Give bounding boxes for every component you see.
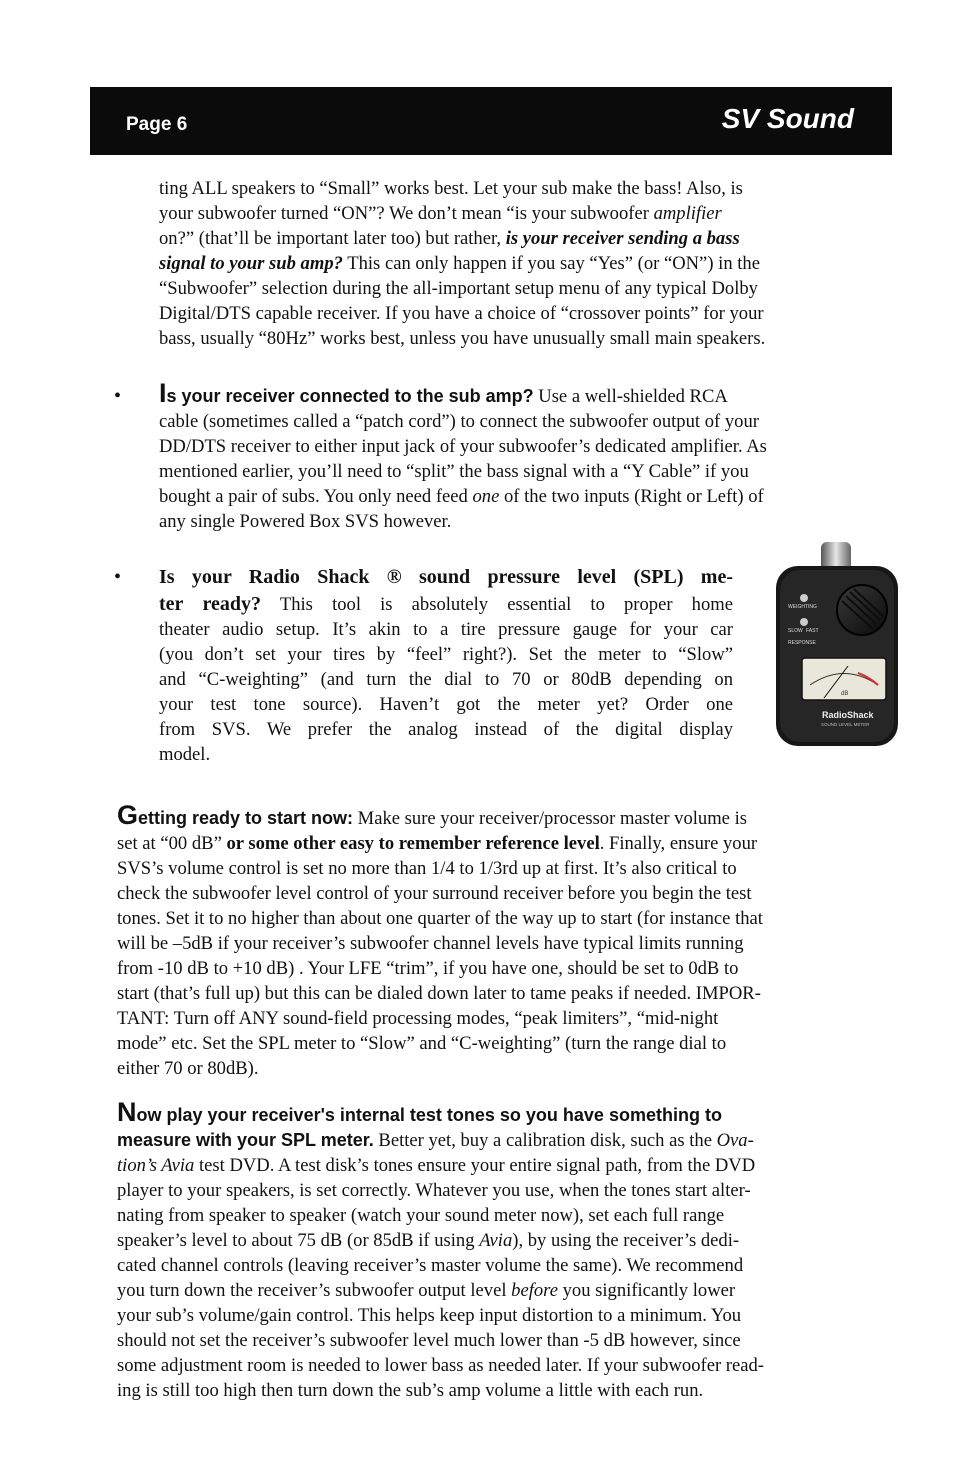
text-line: any single Powered Box SVS however.: [159, 511, 452, 532]
text-line: you turn down the receiver’s subwoofer output level before you significantly lower: [117, 1280, 736, 1301]
text-line: TANT: Turn off ANY sound-field processing modes, “peak limiters”, “mid-night: [117, 1008, 719, 1029]
text-line: ter ready? This tool is absolutely essential to proper home: [159, 593, 733, 615]
text-line: SVS’s volume control is set no more than 1/4 to 1/3rd up at first. It’s also critical to: [117, 858, 737, 879]
text-line: DD/DTS receiver to either input jack of your subwoofer’s dedicated amplifier. As: [159, 436, 767, 457]
text-line: Getting ready to start now: Make sure your receiver/processor master volume is: [117, 800, 747, 830]
text-line: should not set the receiver’s subwoofer level much lower than -5 dB however, since: [117, 1330, 741, 1351]
text-line: from -10 dB to +10 dB) . Your LFE “trim”, if you have one, should be set to 0dB to: [117, 958, 739, 979]
meter-model: SOUND LEVEL METER: [821, 722, 870, 727]
text-line: model.: [159, 744, 211, 765]
text-line: “Subwoofer” selection during the all-important setup menu of any typical Dolby: [159, 278, 758, 299]
dial-label: RESPONSE: [788, 640, 816, 646]
text-line: your subwoofer turned “ON”? We don’t mean “is your subwoofer amplifier: [159, 203, 722, 224]
text-line: bought a pair of subs. You only need feed one of the two inputs (Right or Left) of: [159, 486, 764, 507]
text-line: Is your receiver connected to the sub amp? Use a well-shielded RCA: [159, 378, 728, 408]
text-line: signal to your sub amp? This can only happen if you say “Yes” (or “ON”) in the: [159, 253, 760, 274]
text-line: either 70 or 80dB).: [117, 1058, 259, 1079]
text-line: set at “00 dB” or some other easy to remember reference level. Finally, ensure your: [117, 833, 758, 854]
text-line: check the subwoofer level control of your surround receiver before you begin the test: [117, 883, 752, 904]
meter-scale-unit: dB: [841, 691, 849, 697]
text-line: (you don’t set your tires by “feel” right?). Set the meter to “Slow”: [159, 644, 733, 665]
text-line: start (that’s full up) but this can be dialed down later to tame peaks if needed. IMPOR-: [117, 983, 761, 1004]
text-line: cated channel controls (leaving receiver’s master volume the same). We recommend: [117, 1255, 744, 1276]
meter-brand: RadioShack: [822, 710, 874, 720]
text-line: tion’s Avia test DVD. A test disk’s tones ensure your entire signal path, from the DVD: [117, 1155, 756, 1176]
text-line: ing is still too high then turn down the sub’s amp volume a little with each run.: [117, 1380, 704, 1401]
text-line: mode” etc. Set the SPL meter to “Slow” and “C-weighting” (turn the range dial to: [117, 1033, 727, 1054]
text-line: player to your speakers, is set correctly. Whatever you use, when the tones start alter-: [117, 1180, 751, 1201]
text-line: ting ALL speakers to “Small” works best. Let your sub make the bass! Also, is: [159, 178, 743, 199]
bullet-symbol: •: [114, 385, 122, 407]
dial-label: WEIGHTING: [788, 604, 817, 610]
text-line: your test tone source). Haven’t got the meter yet? Order one: [159, 694, 733, 715]
dial-label: SLOW: [788, 628, 803, 634]
text-line: cable (sometimes called a “patch cord”) to connect the subwoofer output of your: [159, 411, 759, 432]
text-line: measure with your SPL meter. Better yet, buy a calibration disk, such as the Ova-: [117, 1130, 754, 1151]
text-line: your sub’s volume/gain control. This helps keep input distortion to a minimum. You: [117, 1305, 742, 1326]
bullet-symbol: •: [114, 566, 122, 588]
page-header: [90, 87, 892, 155]
text-line: speaker’s level to about 75 dB (or 85dB if using Avia), by using the receiver’s dedi-: [117, 1230, 740, 1251]
text-line: from SVS. We prefer the analog instead of the digital display: [159, 719, 733, 740]
dial-label: FAST: [806, 628, 819, 634]
text-line: Digital/DTS capable receiver. If you have a choice of “crossover points” for your: [159, 303, 764, 324]
spl-meter-image: [766, 540, 904, 750]
text-line: bass, usually “80Hz” works best, unless you have unusually small main speakers.: [159, 328, 766, 349]
text-line: some adjustment room is needed to lower bass as needed later. If your subwoofer read-: [117, 1355, 764, 1376]
text-line: mentioned earlier, you’ll need to “split” the bass signal with a “Y Cable” if you: [159, 461, 749, 482]
page-number: Page 6: [126, 114, 188, 135]
text-line: on?” (that’ll be important later too) but rather, is your receiver sending a bass: [159, 228, 740, 249]
text-line: Now play your receiver's internal test tones so you have something to: [117, 1097, 722, 1127]
text-line: tones. Set it to no higher than about one quarter of the way up to start (for instance that: [117, 908, 763, 929]
text-line: theater audio setup. It’s akin to a tire pressure gauge for your car: [159, 619, 733, 640]
text-line: nating from speaker to speaker (watch your sound meter now), set each full range: [117, 1205, 725, 1226]
text-line: will be –5dB if your receiver’s subwoofer channel levels have typical limits running: [117, 933, 744, 954]
text-line: Is your Radio Shack ® sound pressure level (SPL) me-: [159, 566, 733, 588]
text-line: and “C-weighting” (and turn the dial to 70 or 80dB depending on: [159, 669, 733, 690]
document-title: SV Sound: [721, 103, 854, 134]
